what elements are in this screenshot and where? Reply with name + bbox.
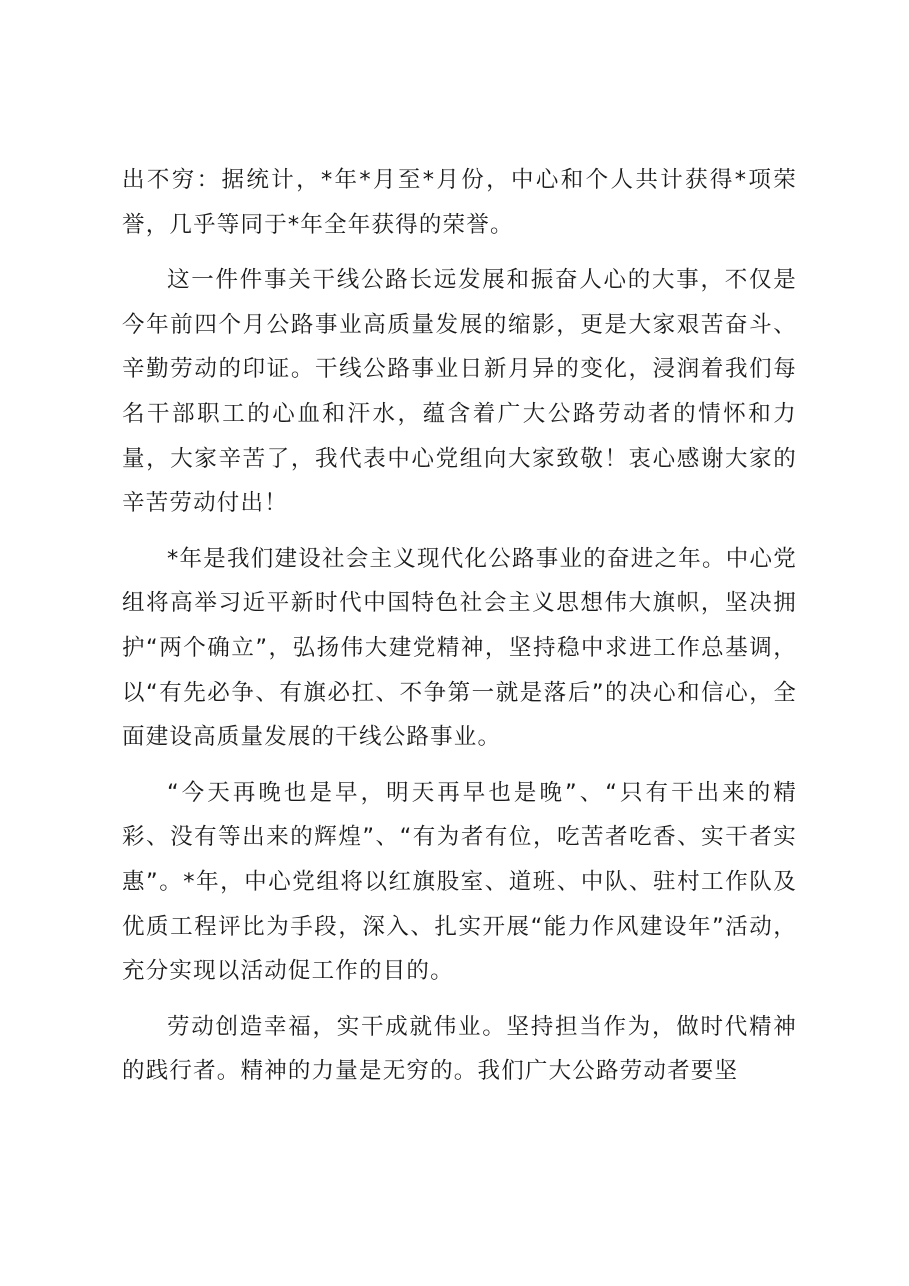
paragraph-4: “今天再晚也是早，明天再早也是晚”、“只有干出来的精彩、没有等出来的辉煌”、“有为者有位，吃苦者吃香、实干者实惠”。*年，中心党组将以红旗股室、道班、中队、驻村工作队及优质工程评比为手段，深入、扎实开展“能力作风建设年”活动，充分实现以活动促工作的目的。: [122, 779, 797, 985]
document-body: [122, 158, 797, 1105]
paragraph-3: *年是我们建设社会主义现代化公路事业的奋进之年。中心党组将高举习近平新时代中国特色社会主义思想伟大旗帜，坚决拥护“两个确立”，弘扬伟大建党精神，坚持稳中求进工作总基调，以“有先必争、有旗必扛、不争第一就是落后”的决心和信心，全面建设高质量发展的干线公路事业。: [122, 545, 797, 751]
paragraph-2: 这一件件事关干线公路长远发展和振奋人心的大事，不仅是今年前四个月公路事业高质量发展的缩影，更是大家艰苦奋斗、辛勤劳动的印证。干线公路事业日新月异的变化，浸润着我们每名干部职工的心血和汗水，蕴含着广大公路劳动者的情怀和力量，大家辛苦了，我代表中心党组向大家致敬！衷心感谢大家的辛苦劳动付出！: [122, 267, 797, 517]
paragraph-5: 劳动创造幸福，实干成就伟业。坚持担当作为，做时代精神的践行者。精神的力量是无穷的。我们广大公路劳动者要坚: [122, 1013, 797, 1085]
paragraph-1: 出不穷：据统计，*年*月至*月份，中心和个人共计获得*项荣誉，几乎等同于*年全年获得的荣誉。: [122, 167, 797, 238]
